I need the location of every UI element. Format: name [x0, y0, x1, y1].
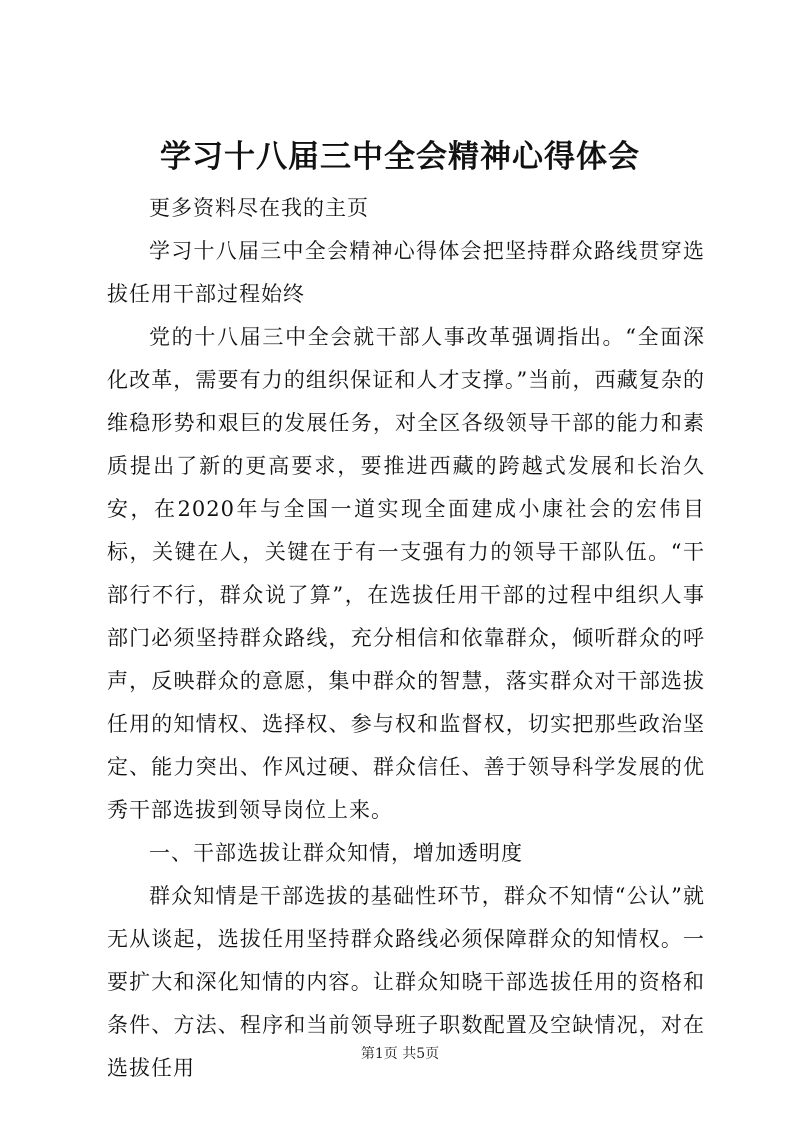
intro-line: 更多资料尽在我的主页 — [149, 196, 369, 220]
body-paragraph: 党的十八届三中全会就干部人事改革强调指出。“全面深化改革，需要有力的组织保证和人才支撑。”当前，西藏复杂的维稳形势和艰巨的发展任务，对全区各级领导干部的能力和素质提出了新的更高要求，要推进西藏的跨越式发展和长治久安，在2020年与全国一道实现全面建成小康社会的宏伟目标，关键在人，关键在于有一支强有力的领导干部队伍。“干部行不行，群众说了算”，在选拔任用干部的过程中组织人事部门必须坚持群众路线，充分相信和依靠群众，倾听群众的呼声，反映群众的意愿，集中群众的智慧，落实群众对干部选拔任用的知情权、选择权、参与权和监督权，切实把那些政治坚定、能力突出、作风过硬、群众信任、善于领导科学发展的优秀干部选拔到领导岗位上来。 — [107, 325, 705, 822]
body-paragraph: 群众知情是干部选拔的基础性环节，群众不知情“公认”就无从谈起，选拔任用坚持群众路线必须保障群众的知情权。一要扩大和深化知情的内容。让群众知晓干部选拔任用的资格和条件、方法、程序和当前领导班子职数配置及空缺情况，对在选拔任用 — [107, 884, 705, 1080]
section-heading: 一、干部选拔让群众知情，增加透明度 — [149, 841, 523, 865]
document-title: 学习十八届三中全会精神心得体会 — [160, 139, 640, 175]
page-footer: 第1页 共5页 — [360, 1046, 440, 1062]
subtitle-paragraph: 学习十八届三中全会精神心得体会把坚持群众路线贯穿选拔任用干部过程始终 — [107, 239, 705, 306]
document-body — [107, 187, 705, 1090]
